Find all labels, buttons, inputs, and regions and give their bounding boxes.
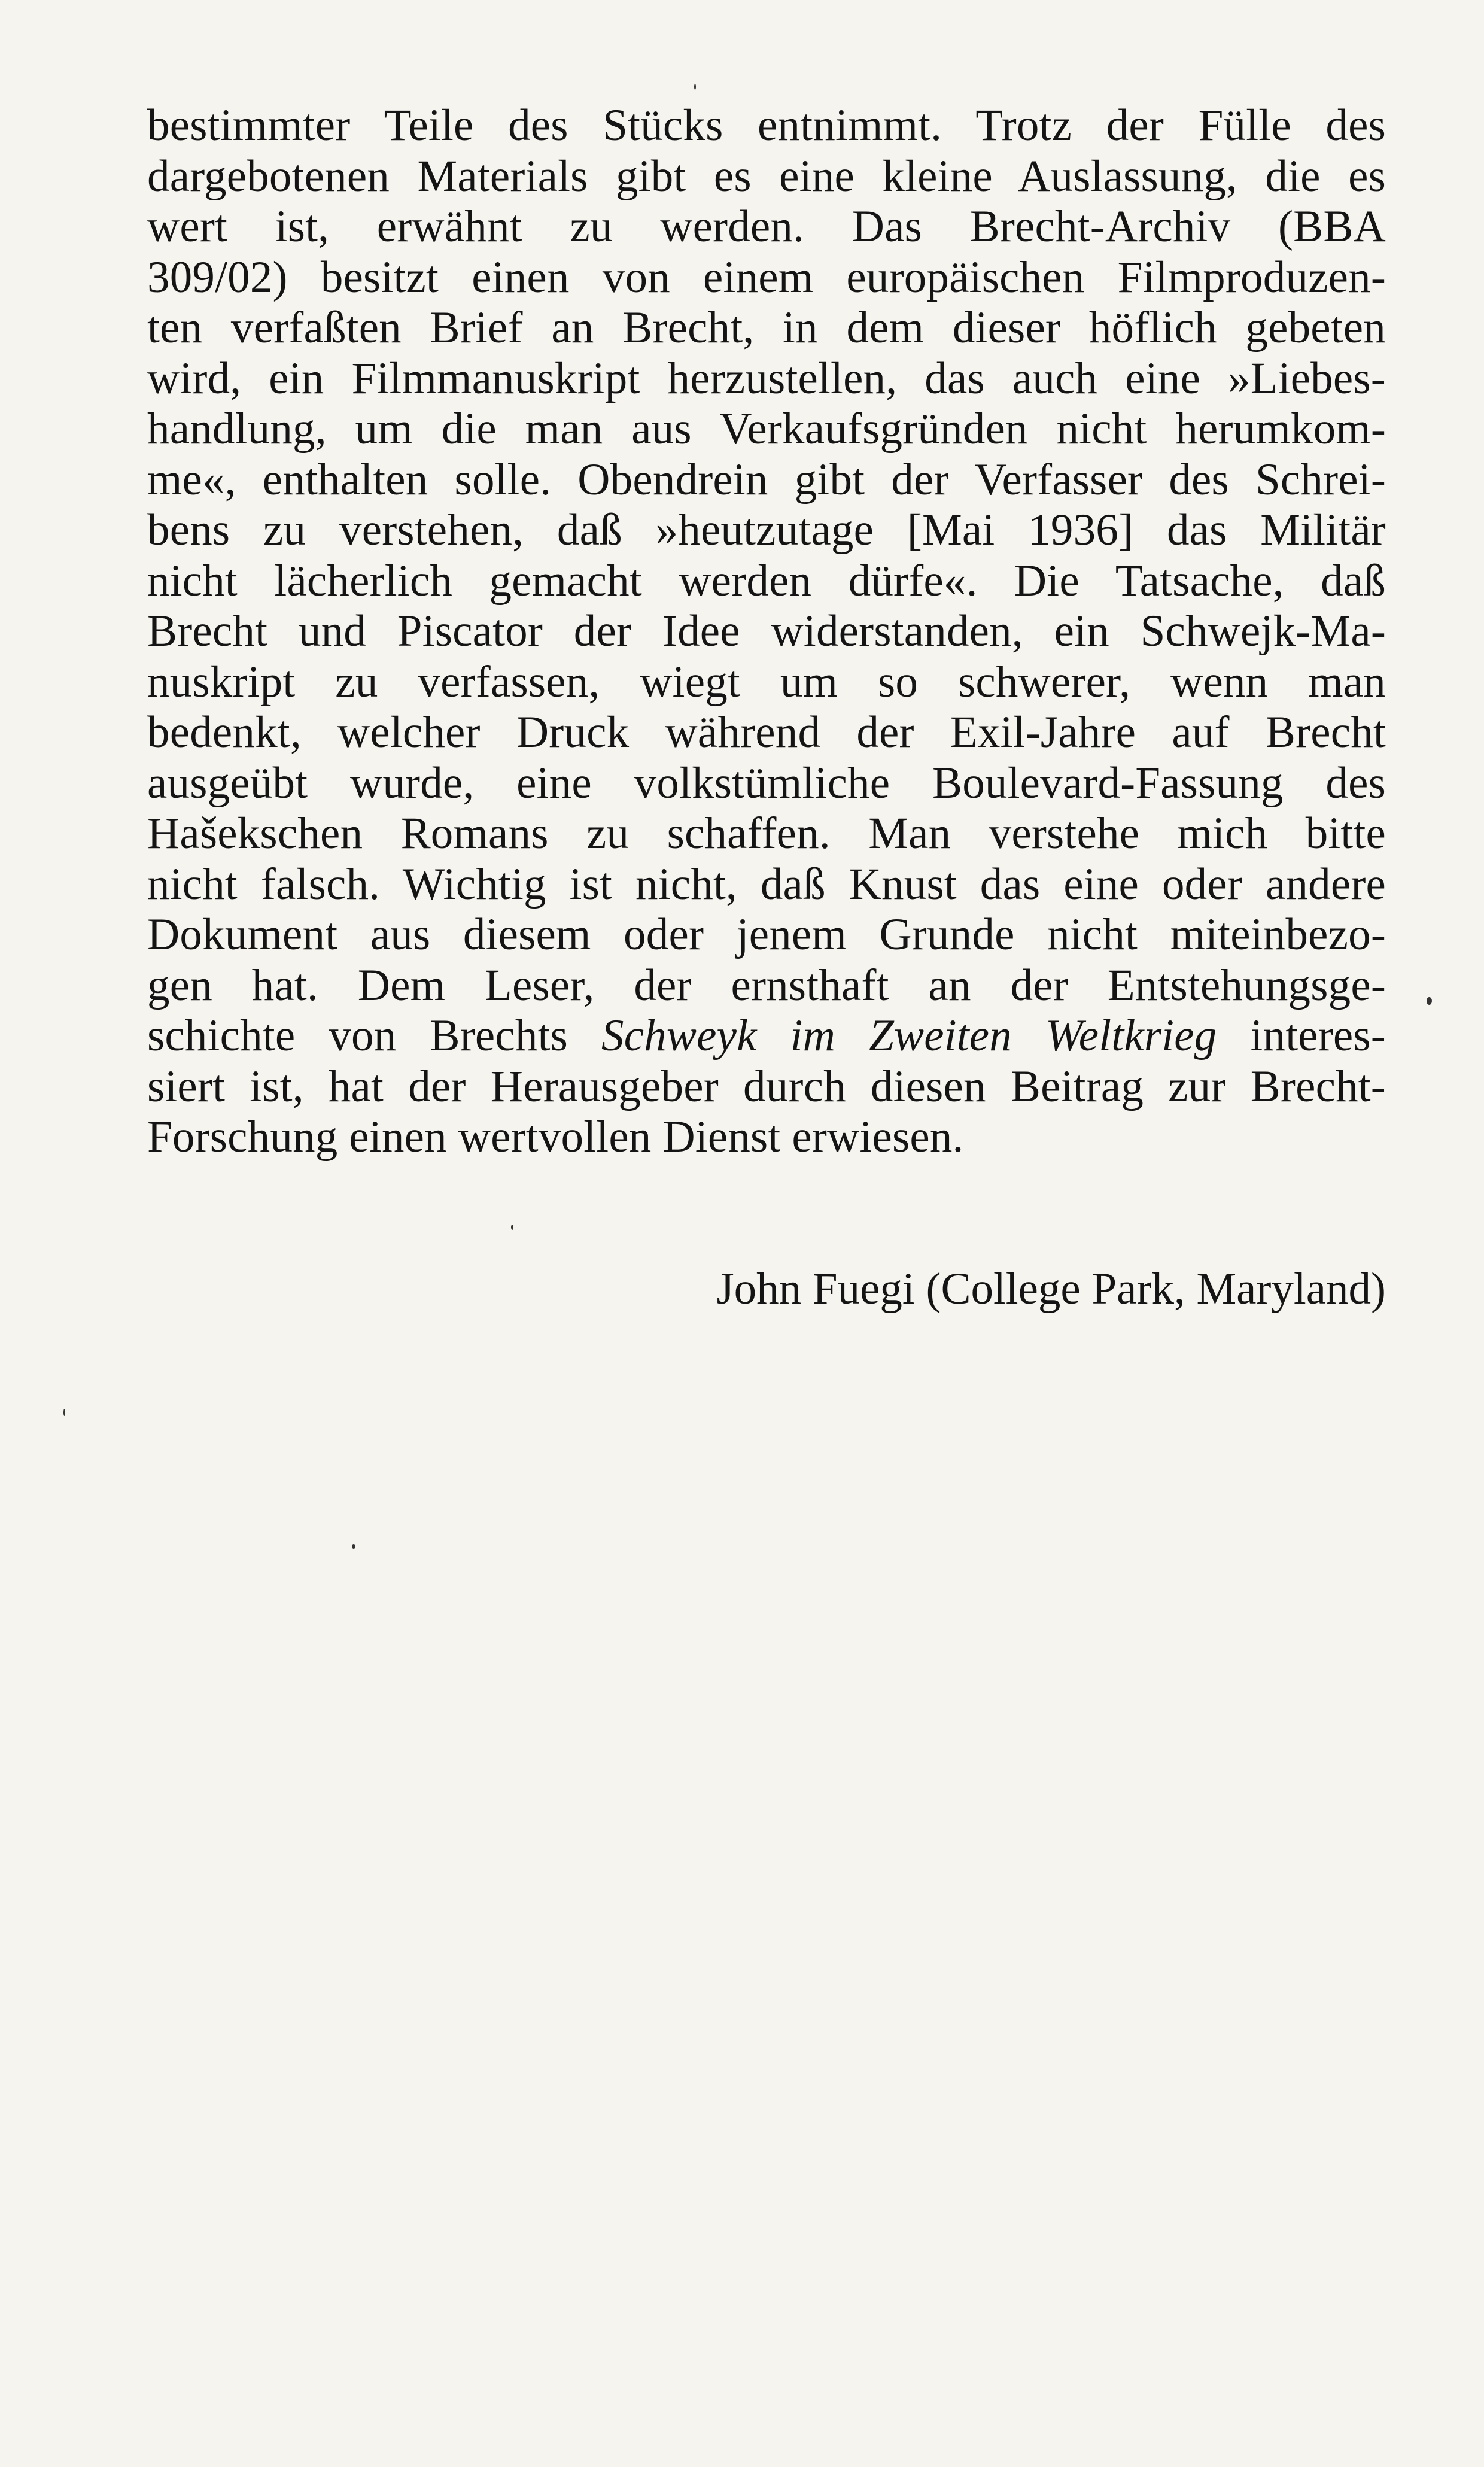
text-line-6: wird, ein Filmmanuskript herzustellen, das auch eine »Liebes- [147, 353, 1386, 403]
author-signature: John Fuegi (College Park, Maryland) [716, 1264, 1386, 1314]
text-line-18: gen hat. Dem Leser, der ernsthaft an der Entstehungsge- [147, 960, 1386, 1010]
ink-speck [352, 1544, 355, 1549]
text-line-16: nicht falsch. Wichtig ist nicht, daß Knust das eine oder andere [147, 859, 1386, 909]
text-line-19-start: schichte von Brechts [147, 1011, 602, 1061]
text-line-4: 309/02) besitzt einen von einem europäischen Filmproduzen- [147, 252, 1386, 302]
text-line-21: Forschung einen wertvollen Dienst erwiesen. [147, 1112, 964, 1162]
book-title-italic: Schweyk im Zweiten Weltkrieg [601, 1011, 1217, 1061]
text-line-3: wert ist, erwähnt zu werden. Das Brecht-Archiv (BBA [147, 202, 1386, 251]
text-line-1: bestimmter Teile des Stücks entnimmt. Trotz der Fülle des [147, 101, 1386, 150]
text-line-19 [147, 1011, 1386, 1062]
ink-speck [63, 1409, 65, 1416]
text-line-8: me«, enthalten solle. Obendrein gibt der Verfasser des Schrei- [147, 454, 1386, 505]
text-line-13: bedenkt, welcher Druck während der Exil-Jahre auf Brecht [147, 707, 1386, 757]
text-line-19-end: interes- [1217, 1011, 1386, 1061]
text-line-20: siert ist, hat der Herausgeber durch diesen Beitrag zur Brecht- [147, 1061, 1386, 1111]
ink-speck [694, 84, 696, 90]
text-line-14: ausgeübt wurde, eine volkstümliche Boulevard-Fassung des [147, 758, 1386, 808]
text-line-12: nuskript zu verfassen, wiegt um so schwerer, wenn man [147, 657, 1386, 707]
text-line-9: bens zu verstehen, daß »heutzutage [Mai 1936] das Militär [147, 505, 1386, 555]
text-line-11: Brecht und Piscator der Idee widerstanden, ein Schwejk-Ma- [147, 606, 1386, 656]
text-line-5: ten verfaßten Brief an Brecht, in dem dieser höflich gebeten [147, 303, 1386, 353]
ink-speck [1427, 997, 1432, 1005]
text-line-2: dargebotenen Materials gibt es eine kleine Auslassung, die es [147, 151, 1386, 201]
ink-speck [511, 1225, 513, 1230]
text-line-10: nicht lächerlich gemacht werden dürfe«. Die Tatsache, daß [147, 555, 1386, 606]
review-paragraph [147, 101, 1386, 1163]
text-line-7: handlung, um die man aus Verkaufsgründen nicht herumkom- [147, 404, 1386, 454]
text-line-15: Hašekschen Romans zu schaffen. Man verstehe mich bitte [147, 809, 1386, 858]
text-line-17: Dokument aus diesem oder jenem Grunde nicht miteinbezo- [147, 910, 1386, 959]
